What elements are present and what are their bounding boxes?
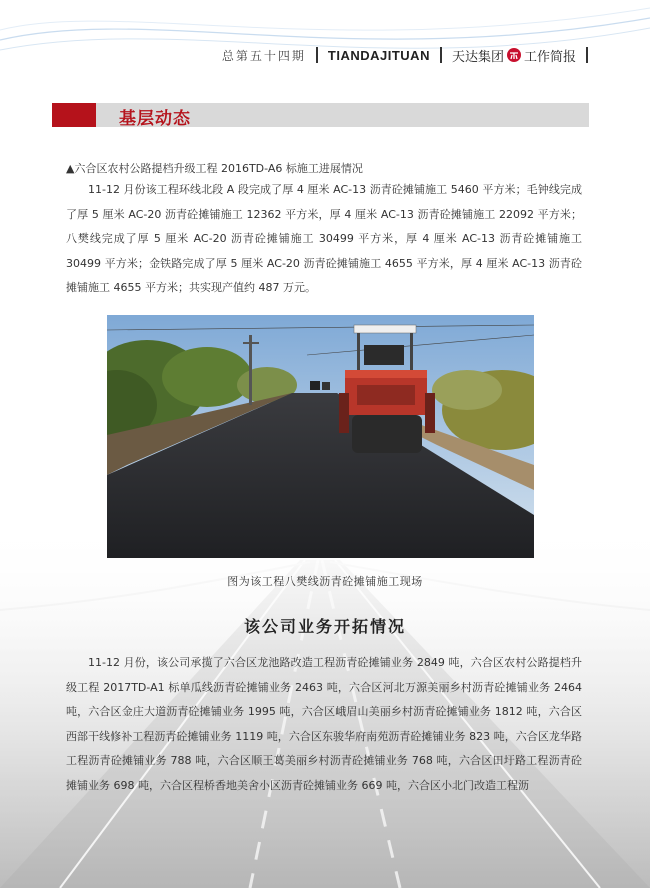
section-title-bar <box>52 103 589 127</box>
brand-name-english: TIANDAJITUAN <box>327 47 430 63</box>
brand-name-chinese <box>452 46 576 65</box>
issue-number: 总第五十四期 <box>221 48 306 63</box>
paving-site-photo <box>107 315 534 558</box>
header-wave-decoration <box>0 0 650 80</box>
section-title: 基层动态 <box>119 109 191 129</box>
brand-cn-label: 天达集团 <box>451 49 504 65</box>
article-heading: 该公司业务开拓情况 <box>243 617 406 636</box>
company-logo-icon <box>507 48 521 62</box>
publication-name: 工作简报 <box>523 49 576 65</box>
article-paragraph: 11-12 月份该工程环线北段 A 段完成了厚 4 厘米 AC-13 沥青砼摊铺施工 5460 平方米；毛钟线完成了厚 5 厘米 AC-20 沥青砼摊铺施工 12362 平方米，厚 4 厘米 AC-13 沥青砼摊铺施工 22092 平方米；八樊线完成了厚 5 厘米 AC-20 沥青砼摊铺施工 30499 平方米，厚 4 厘米 AC-13 沥青砼摊铺施工 30499 平方米；金铁路完成了厚 5 厘米 AC-20 沥青砼摊铺施工 4655 平方米，厚 4 厘米 AC-13 沥青砼摊铺施工 4655 平方米；共实现产值约 487 万元。 <box>66 183 582 294</box>
page-header <box>222 44 588 66</box>
header-divider <box>586 47 588 63</box>
photo-caption: 图为该工程八樊线沥青砼摊铺施工现场 <box>227 575 423 588</box>
article-paragraph: 11-12 月份，该公司承揽了六合区龙池路改造工程沥青砼摊铺业务 2849 吨，六合区农村公路提档升级工程 2017TD-A1 标单瓜线沥青砼摊铺业务 2463 吨，六合区河北万源美丽乡村沥青砼摊铺业务 2464 吨，六合区金庄大道沥青砼摊铺业务 1995 吨，六合区峨眉山美丽乡村沥青砼摊铺业务 1812 吨，六合区西部干线修补工程沥青砼摊铺业务 1119 吨，六合区东骏华府南苑沥青砼摊铺业务 823 吨，六合区龙华路工程沥青砼摊铺业务 788 吨，六合区顺王葛美丽乡村沥青砼摊铺业务 768 吨，六合区田圩路工程沥青砼摊铺业务 698 吨，六合区程桥香地美舍小区沥青砼摊铺业务 669 吨，六合区小北门改造工程沥 <box>66 656 582 792</box>
header-divider <box>440 47 442 63</box>
article-subheading: ▲六合区农村公路提档升级工程 2016TD-A6 标施工进展情况 <box>66 162 363 175</box>
header-divider <box>316 47 318 63</box>
section-accent-block <box>52 103 96 127</box>
